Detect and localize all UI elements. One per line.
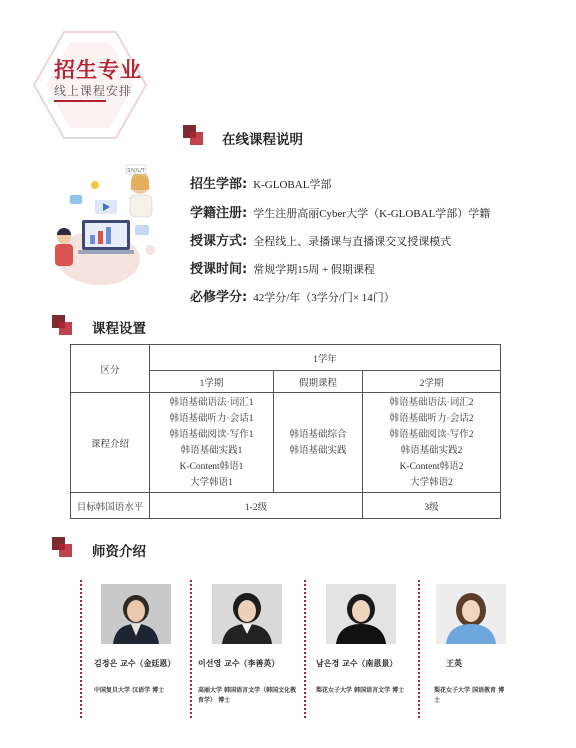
header-category: 区分 bbox=[71, 345, 150, 393]
course-table bbox=[70, 344, 501, 519]
info-row-registration bbox=[190, 202, 490, 221]
header-year: 1学年 bbox=[150, 345, 501, 371]
header-semester-1: 1学期 bbox=[150, 371, 274, 393]
dotted-divider bbox=[418, 580, 420, 718]
faculty-name: 김정은 교수（金廷恩） bbox=[94, 659, 176, 668]
faculty-photo bbox=[326, 584, 396, 644]
faculty-description: 高丽大学 韩国语言文学（韩国文化教育学） 博士 bbox=[198, 687, 297, 704]
target-level-1: 1-2级 bbox=[150, 493, 363, 519]
semester-1-course-list bbox=[150, 393, 274, 493]
faculty-description: 梨花女子大学 国语教育 博士 bbox=[434, 687, 505, 704]
info-key: 学籍注册: bbox=[190, 206, 248, 221]
info-value: 学生注册高丽Cyber大学（K-GLOBAL学部）学籍 bbox=[253, 208, 491, 220]
row-label-target-level: 目标韩国语水平 bbox=[71, 493, 150, 519]
online-section-title: 在线课程说明 bbox=[222, 132, 303, 148]
faculty-name: 남은경 교수（南恩景） bbox=[316, 659, 398, 668]
faculty-name: 王英 bbox=[446, 659, 462, 668]
dotted-divider bbox=[190, 580, 192, 718]
title-underline bbox=[54, 100, 106, 102]
course-item: 韩语基础实践 bbox=[289, 445, 347, 456]
faculty-photo bbox=[436, 584, 506, 644]
course-item: 韩语基础听力·会话1 bbox=[169, 413, 254, 424]
row-label-intro: 课程介绍 bbox=[71, 393, 150, 493]
section-mark-icon bbox=[52, 315, 74, 337]
course-item: 大学韩语2 bbox=[410, 477, 453, 488]
course-item: 大学韩语1 bbox=[190, 477, 233, 488]
illustration-sign-label: S/V/L/T bbox=[127, 168, 145, 174]
info-value: 全程线上、录播课与直播课交叉授课模式 bbox=[253, 236, 452, 248]
course-item: 韩语基础实践2 bbox=[400, 445, 463, 456]
info-value: 常规学期15周 + 假期课程 bbox=[253, 264, 375, 276]
info-key: 必修学分: bbox=[190, 290, 248, 305]
course-item: 韩语基础实践1 bbox=[180, 445, 243, 456]
faculty-description: 梨花女子大学 韩国语言文学 博士 bbox=[316, 687, 405, 694]
semester-2-course-list bbox=[363, 393, 501, 493]
courses-section-title: 课程设置 bbox=[92, 321, 146, 337]
info-key: 招生学部: bbox=[190, 177, 248, 192]
info-row-credits bbox=[190, 286, 395, 305]
faculty-name: 이선영 교수（李善英） bbox=[198, 659, 280, 668]
info-value: K-GLOBAL学部 bbox=[253, 179, 332, 191]
info-row-teaching-mode bbox=[190, 230, 451, 249]
info-value: 42学分/年（3学分/门× 14门） bbox=[253, 292, 395, 304]
section-mark-icon bbox=[52, 537, 74, 559]
info-row-schedule bbox=[190, 258, 375, 277]
course-item: K-Content韩语1 bbox=[179, 461, 244, 472]
course-item: 韩语基础语法·词汇2 bbox=[389, 397, 474, 408]
header-break-course: 假期课程 bbox=[274, 371, 363, 393]
faculty-section-title: 师资介绍 bbox=[92, 544, 146, 560]
faculty-description: 中国复旦大学 汉语学 博士 bbox=[94, 687, 165, 694]
course-item: 韩语基础阅读·写作2 bbox=[389, 429, 474, 440]
info-key: 授课方式: bbox=[190, 234, 248, 249]
course-item: 韩语基础阅读·写作1 bbox=[169, 429, 254, 440]
course-item: 韩语基础综合 bbox=[289, 429, 347, 440]
page-title: 招生专业 bbox=[54, 58, 142, 82]
target-level-2: 3级 bbox=[363, 493, 501, 519]
dotted-divider bbox=[80, 580, 82, 718]
course-item: 韩语基础听力·会话2 bbox=[389, 413, 474, 424]
info-key: 授课时间: bbox=[190, 262, 248, 277]
header-semester-2: 2学期 bbox=[363, 371, 501, 393]
page-subtitle: 线上课程安排 bbox=[54, 84, 133, 98]
online-learning-illustration bbox=[40, 155, 170, 295]
break-course-list bbox=[274, 393, 363, 493]
section-mark-icon bbox=[183, 125, 205, 147]
info-row-department bbox=[190, 173, 331, 192]
dotted-divider bbox=[304, 580, 306, 718]
course-item: 韩语基础语法·词汇1 bbox=[169, 397, 254, 408]
faculty-photo bbox=[101, 584, 171, 644]
course-item: K-Content韩语2 bbox=[399, 461, 464, 472]
faculty-photo bbox=[212, 584, 282, 644]
